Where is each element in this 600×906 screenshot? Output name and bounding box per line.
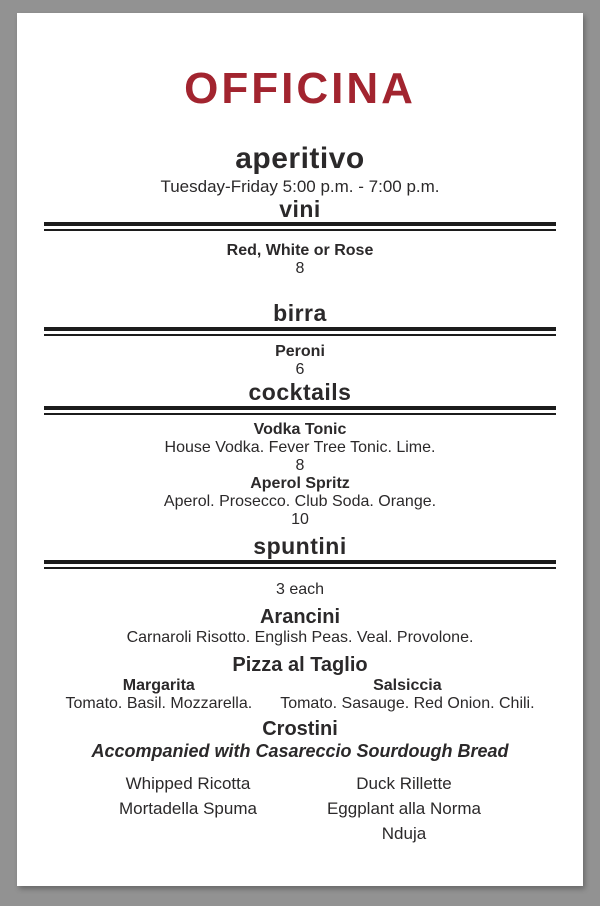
menu-item-crostini xyxy=(17,717,583,846)
menu-item-pizza-al-taglio xyxy=(17,653,583,713)
menu-title: aperitivo xyxy=(235,142,365,175)
variant-description: Tomato. Basil. Mozzarella. xyxy=(65,695,253,712)
menu-item-arancini xyxy=(17,605,583,647)
item-name: Red, White or Rose xyxy=(226,242,374,259)
section-heading-cocktails: cocktails xyxy=(248,379,352,405)
item-name: Arancini xyxy=(259,606,341,628)
item-description: Aperol. Prosecco. Club Soda. Orange. xyxy=(163,493,437,510)
section-divider xyxy=(44,406,556,415)
restaurant-logo: OFFICINA xyxy=(184,64,416,113)
crostini-column-right xyxy=(327,771,481,846)
crostini-accompaniment-note: Accompanied with Casareccio Sourdough Bread xyxy=(91,741,509,761)
menu-hours: Tuesday-Friday 5:00 p.m. - 7:00 p.m. xyxy=(160,177,440,196)
section-divider xyxy=(44,560,556,569)
item-price: 10 xyxy=(291,511,309,528)
section-divider xyxy=(44,222,556,231)
variant-name: Margarita xyxy=(122,677,195,694)
item-description: House Vodka. Fever Tree Tonic. Lime. xyxy=(164,439,436,456)
item-name: Aperol Spritz xyxy=(250,475,350,492)
item-price: 6 xyxy=(295,361,305,378)
pizza-variant-salsiccia xyxy=(280,677,534,713)
pizza-variants-row xyxy=(17,677,583,713)
crostini-varieties-row xyxy=(17,771,583,846)
menu-item-aperol-spritz xyxy=(17,475,583,529)
crostini-variety: Duck Rillette xyxy=(356,774,452,793)
crostini-variety: Eggplant alla Norma xyxy=(326,799,481,818)
crostini-column-left xyxy=(119,771,257,821)
item-description: Carnaroli Risotto. English Peas. Veal. Provolone. xyxy=(126,629,474,646)
pizza-variant-margarita xyxy=(65,677,252,713)
section-heading-birra: birra xyxy=(273,300,327,326)
menu-item-vodka-tonic xyxy=(17,421,583,475)
item-name: Crostini xyxy=(262,718,338,740)
crostini-variety: Nduja xyxy=(381,824,427,843)
menu-item-peroni xyxy=(17,343,583,379)
crostini-variety: Whipped Ricotta xyxy=(125,774,251,793)
section-divider xyxy=(44,327,556,336)
menu-page xyxy=(17,13,583,886)
item-price: 8 xyxy=(295,457,305,474)
item-name: Peroni xyxy=(275,343,325,360)
item-name: Vodka Tonic xyxy=(253,421,347,438)
menu-item-red-white-rose xyxy=(17,242,583,278)
variant-description: Tomato. Sasauge. Red Onion. Chili. xyxy=(280,695,535,712)
section-heading-spuntini: spuntini xyxy=(253,533,347,559)
section-heading-vini: vini xyxy=(279,196,321,222)
spuntini-portion-note: 3 each xyxy=(275,581,325,598)
item-name: Pizza al Taglio xyxy=(232,654,368,676)
variant-name: Salsiccia xyxy=(373,677,442,694)
item-price: 8 xyxy=(295,260,305,277)
crostini-variety: Mortadella Spuma xyxy=(119,799,257,818)
